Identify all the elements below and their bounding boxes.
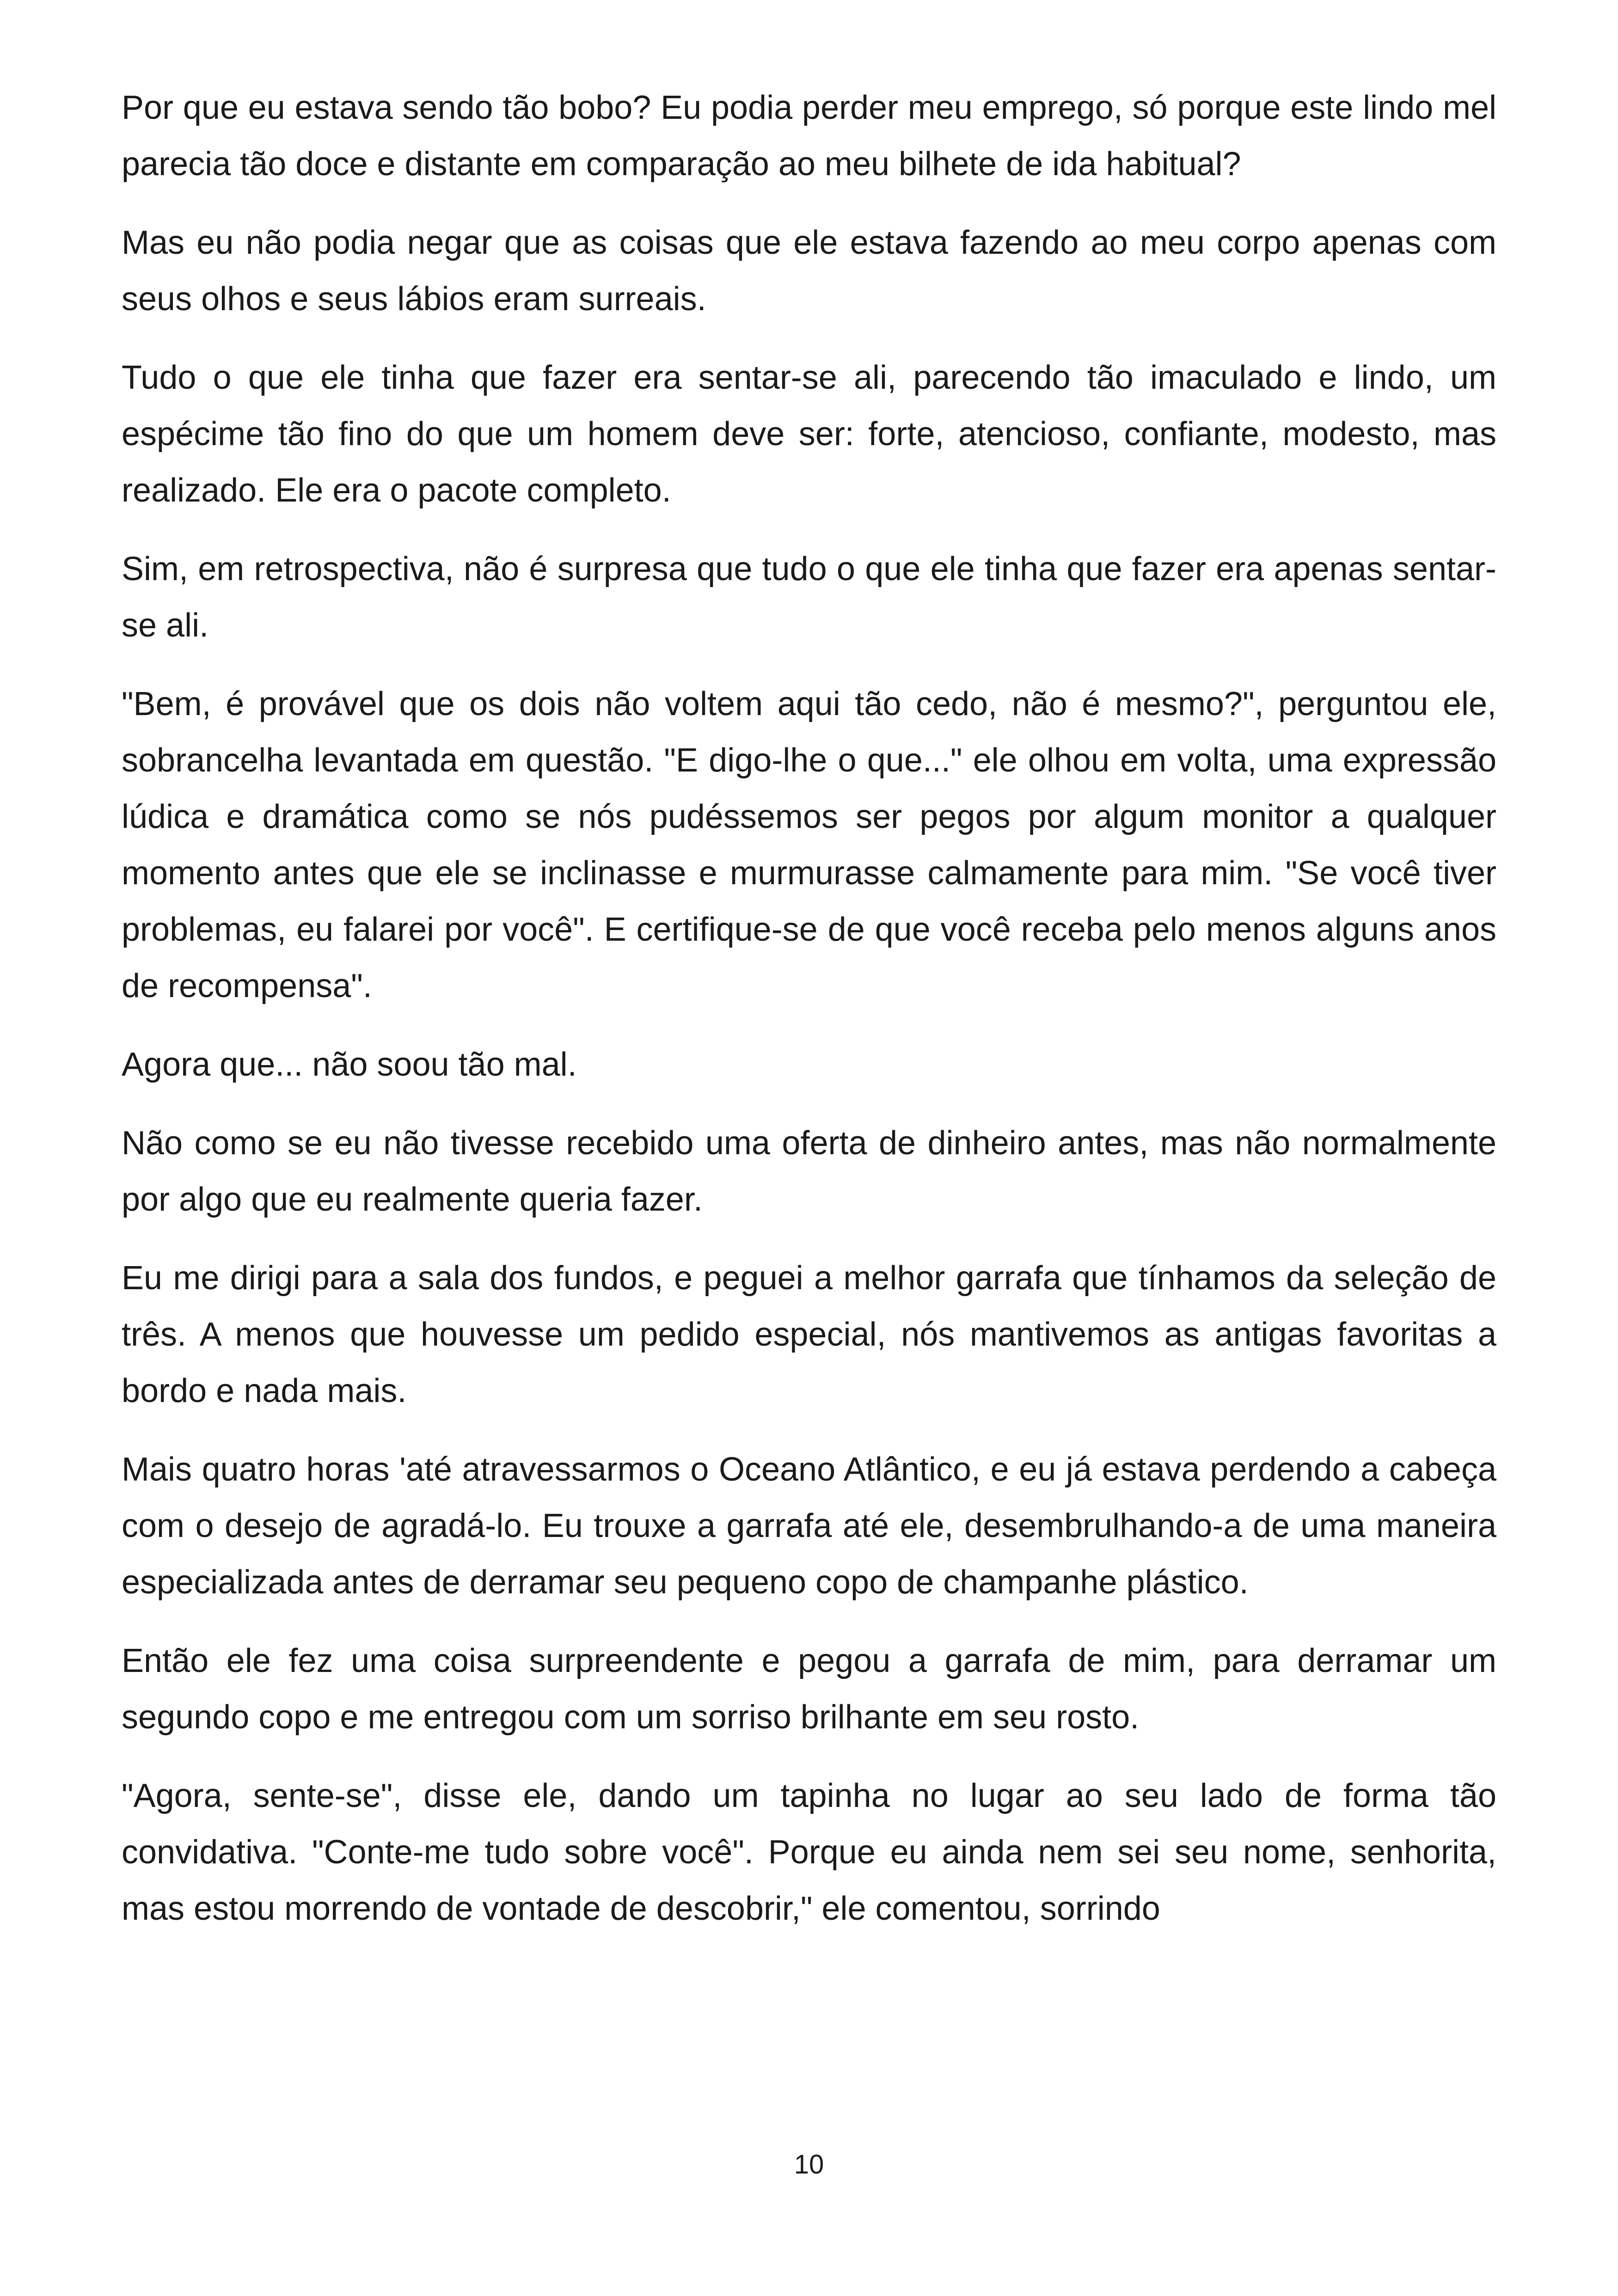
paragraph-7: Não como se eu não tivesse recebido uma oferta de dinheiro antes, mas não normalmente por algo que eu realmente queria fazer. bbox=[122, 1125, 1496, 1218]
body-text bbox=[122, 80, 1496, 1959]
paragraph-1: Por que eu estava sendo tão bobo? Eu podia perder meu emprego, só porque este lindo mel parecia tão doce e distante em comparação ao meu bilhete de ida habitual? bbox=[122, 89, 1496, 183]
paragraph-2: Mas eu não podia negar que as coisas que ele estava fazendo ao meu corpo apenas com seus olhos e seus lábios eram surreais. bbox=[122, 224, 1496, 318]
paragraph-8: Eu me dirigi para a sala dos fundos, e peguei a melhor garrafa que tínhamos da seleção de três. A menos que houvesse um pedido especial, nós mantivemos as antigas favoritas a bordo e nada mais. bbox=[122, 1260, 1496, 1409]
page-number: 10 bbox=[794, 2149, 824, 2180]
paragraph-9: Mais quatro horas 'até atravessarmos o Oceano Atlântico, e eu já estava perdendo a cabeça com o desejo de agradá-lo. Eu trouxe a garrafa até ele, desembrulhando-a de uma maneira especializada antes de derramar seu pequeno copo de champanhe plástico. bbox=[122, 1451, 1496, 1601]
paragraph-3: Tudo o que ele tinha que fazer era sentar-se ali, parecendo tão imaculado e lindo, um espécime tão fino do que um homem deve ser: forte, atencioso, confiante, modesto, mas realizado. Ele era o pacote completo. bbox=[122, 359, 1496, 509]
paragraph-11: "Agora, sente-se", disse ele, dando um tapinha no lugar ao seu lado de forma tão convidativa. "Conte-me tudo sobre você". Porque eu ainda nem sei seu nome, senhorita, mas estou morrendo de vontade de descobrir," ele comentou, sorrindo bbox=[122, 1777, 1496, 1927]
paragraph-5: "Bem, é provável que os dois não voltem aqui tão cedo, não é mesmo?", perguntou ele, sobrancelha levantada em questão. "E digo-lhe o que..." ele olhou em volta, uma expressão lúdica e dramática como se nós pudéssemos ser pegos por algum monitor a qualquer momento antes que ele se inclinasse e murmurasse calmamente para mim. "Se você tiver problemas, eu falarei por você". E certifique-se de que você receba pelo menos alguns anos de recompensa". bbox=[122, 686, 1496, 1004]
paragraph-6: Agora que... não soou tão mal. bbox=[122, 1046, 577, 1083]
paragraph-10: Então ele fez uma coisa surpreendente e pegou a garrafa de mim, para derramar um segundo copo e me entregou com um sorriso brilhante em seu rosto. bbox=[122, 1642, 1496, 1736]
paragraph-4: Sim, em retrospectiva, não é surpresa que tudo o que ele tinha que fazer era apenas sentar-se ali. bbox=[122, 551, 1496, 644]
